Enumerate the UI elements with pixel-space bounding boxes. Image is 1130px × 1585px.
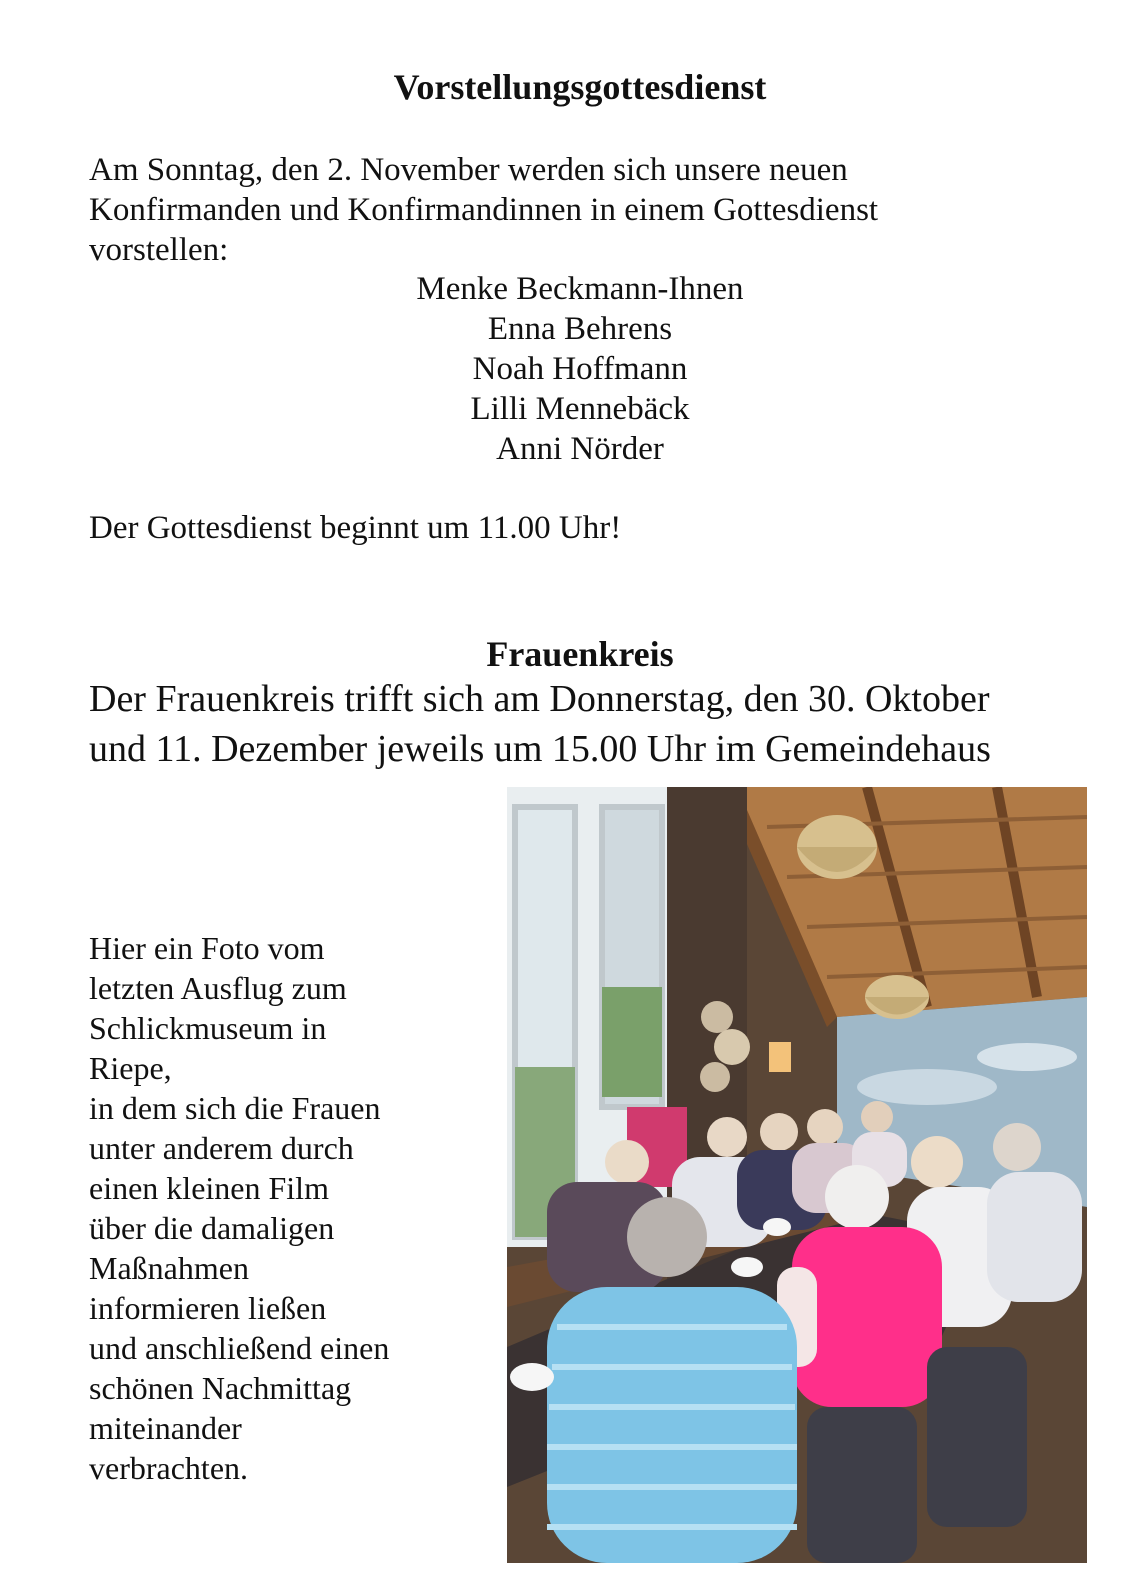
frauenkreis-line: und 11. Dezember jeweils um 15.00 Uhr im Gemeindehaus (89, 728, 991, 770)
frauenkreis-line: Der Frauenkreis trifft sich am Donnerstag, den 30. Oktober (89, 678, 990, 720)
caption-line: in dem sich die Frauen (89, 1090, 381, 1126)
caption-line: letzten Ausflug zum (89, 970, 347, 1006)
group-photo (507, 787, 1087, 1563)
caption-line: einen kleinen Film (89, 1170, 329, 1206)
caption-line: Hier ein Foto vom (89, 930, 325, 966)
caption-line: unter anderem durch (89, 1130, 354, 1166)
intro-line: vorstellen: (89, 232, 229, 268)
caption-line: Schlickmuseum in (89, 1010, 327, 1046)
caption-line: verbrachten. (89, 1450, 249, 1486)
caption-line: über die damaligen (89, 1210, 335, 1246)
intro-paragraph (89, 150, 1039, 270)
confirmand-names-list (0, 269, 1130, 469)
caption-line: schönen Nachmittag (89, 1370, 352, 1406)
confirmand-name: Enna Behrens (487, 311, 673, 347)
confirmand-name: Noah Hoffmann (472, 351, 688, 387)
confirmand-name: Menke Beckmann-Ihnen (416, 271, 744, 307)
caption-line: Maßnahmen (89, 1250, 249, 1286)
section-title-frauenkreis: Frauenkreis (486, 634, 674, 674)
section-title-vorstellungsgottesdienst: Vorstellungsgottesdienst (393, 67, 767, 107)
photo-caption (89, 928, 489, 1488)
intro-line: Am Sonntag, den 2. November werden sich unsere neuen (89, 152, 848, 188)
confirmand-name: Anni Nörder (496, 431, 664, 467)
service-start-text: Der Gottesdienst beginnt um 11.00 Uhr! (89, 510, 622, 546)
intro-line: Konfirmanden und Konfirmandinnen in einem Gottesdienst (89, 192, 879, 228)
caption-line: miteinander (89, 1410, 242, 1446)
frauenkreis-dates-text (89, 674, 1089, 774)
caption-line: informieren ließen (89, 1290, 327, 1326)
confirmand-name: Lilli Mennebäck (470, 391, 690, 427)
caption-line: und anschließend einen (89, 1330, 390, 1366)
caption-line: Riepe, (89, 1050, 172, 1086)
photo-illustration (507, 787, 1087, 1563)
